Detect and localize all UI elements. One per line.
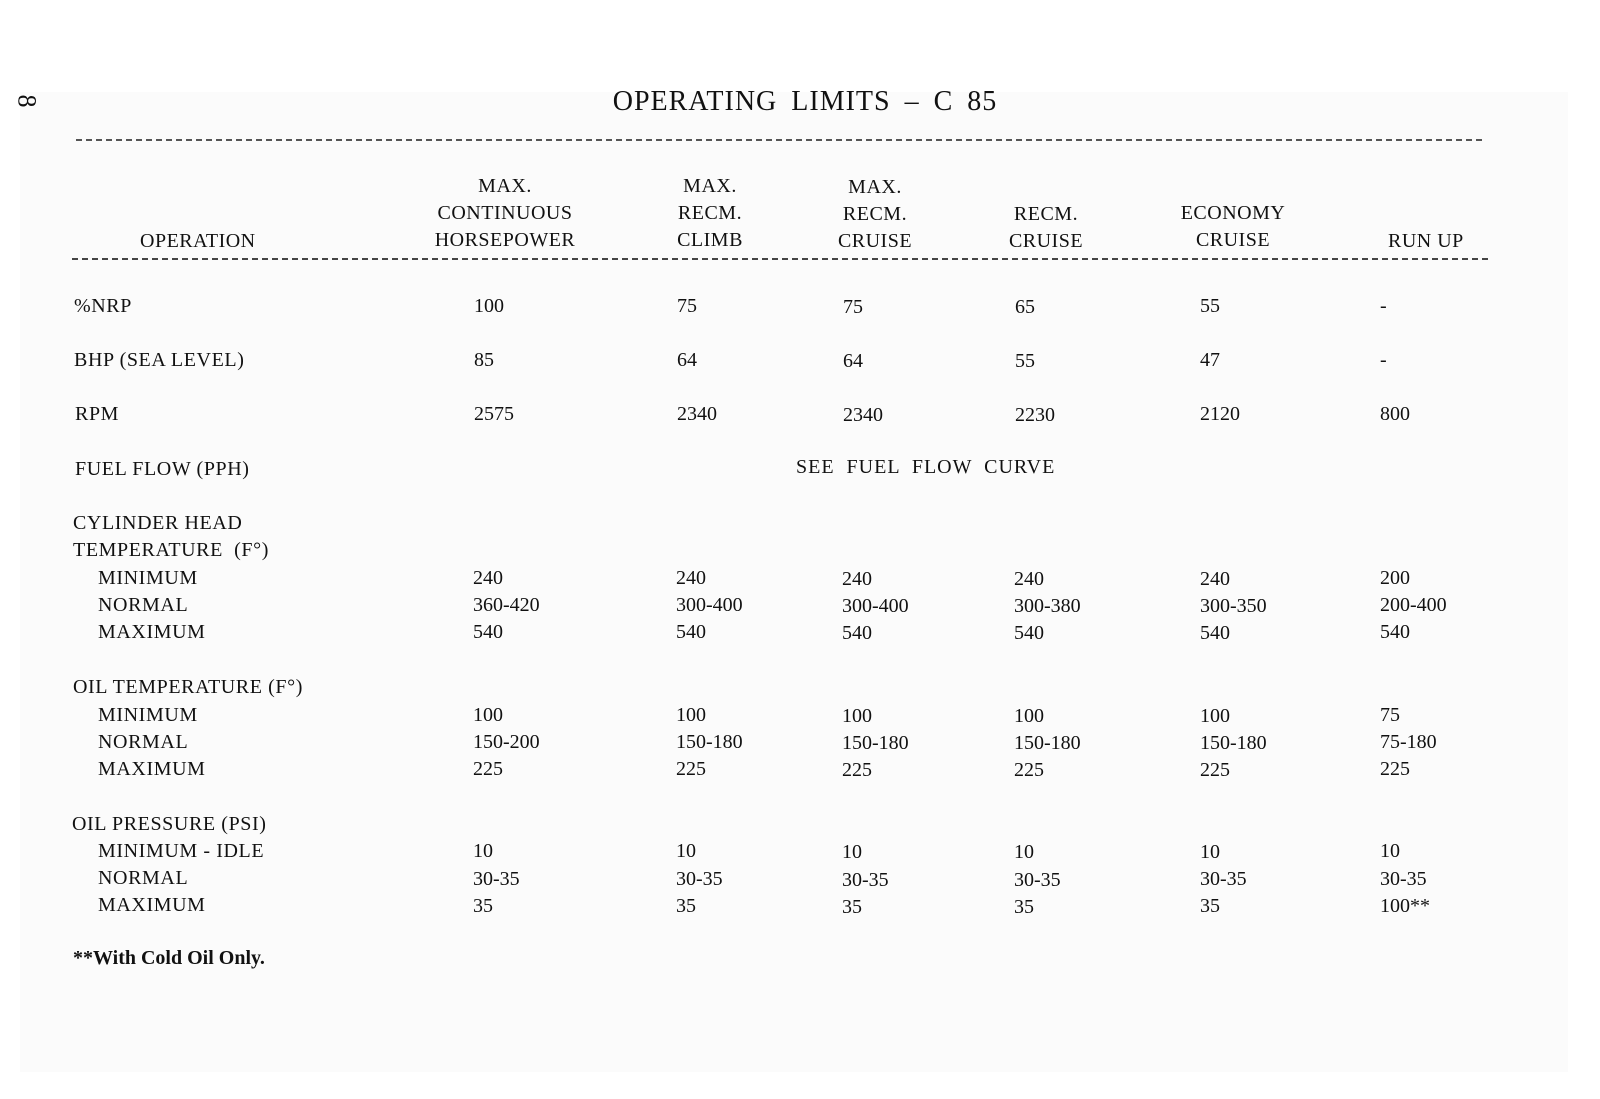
cell-nrp-economy-cruise: 55 (1200, 295, 1220, 317)
header-operation: OPERATION (140, 230, 256, 252)
cell-oil-temp-normal-run-up: 75-180 (1380, 731, 1437, 753)
cell-nrp-max-recm-climb: 75 (677, 295, 697, 317)
cell-oil-press-min-economy-cruise: 10 (1200, 841, 1220, 863)
cell-rpm-run-up: 800 (1380, 403, 1410, 425)
cell-oil-temp-max-max-recm-climb: 225 (676, 758, 706, 780)
cell-oil-press-max-run-up: 100** (1380, 895, 1430, 917)
cell-oil-temp-normal-recm-cruise: 150-180 (1014, 732, 1081, 754)
title-divider (76, 139, 1482, 141)
cell-oil-temp-normal-max-recm-cruise: 150-180 (842, 732, 909, 754)
cell-cht-max-recm-cruise: 540 (1014, 622, 1044, 644)
cell-nrp-run-up: - (1380, 295, 1387, 317)
row-label-oil-pressure-maximum: MAXIMUM (98, 894, 206, 916)
cell-bhp-recm-cruise: 55 (1015, 350, 1035, 372)
row-label-rpm: RPM (75, 403, 120, 425)
cell-cht-normal-max-recm-climb: 300-400 (676, 594, 743, 616)
header-economy-cruise: ECONOMY CRUISE (1180, 202, 1286, 251)
cell-cht-normal-recm-cruise: 300-380 (1014, 595, 1081, 617)
cell-cht-normal-max-recm-cruise: 300-400 (842, 595, 909, 617)
cell-rpm-recm-cruise: 2230 (1015, 404, 1055, 426)
cell-bhp-economy-cruise: 47 (1200, 349, 1220, 371)
cell-cht-min-max-continuous: 240 (473, 567, 503, 589)
row-label-oil-temp-normal: NORMAL (98, 731, 189, 753)
cell-oil-temp-min-max-recm-climb: 100 (676, 704, 706, 726)
header-divider (72, 258, 1488, 260)
cell-cht-normal-economy-cruise: 300-350 (1200, 595, 1267, 617)
cell-oil-press-normal-max-continuous: 30-35 (473, 868, 520, 890)
cell-oil-press-max-max-continuous: 35 (473, 895, 493, 917)
cell-oil-temp-min-max-recm-cruise: 100 (842, 705, 872, 727)
cell-bhp-run-up: - (1380, 349, 1387, 371)
cell-oil-temp-max-economy-cruise: 225 (1200, 759, 1230, 781)
cell-cht-max-run-up: 540 (1380, 621, 1410, 643)
cell-oil-press-max-economy-cruise: 35 (1200, 895, 1220, 917)
cell-cht-min-max-recm-cruise: 240 (842, 568, 872, 590)
cell-oil-press-normal-recm-cruise: 30-35 (1014, 869, 1061, 891)
cell-cht-min-max-recm-climb: 240 (676, 567, 706, 589)
cell-oil-temp-max-recm-cruise: 225 (1014, 759, 1044, 781)
row-label-cht-maximum: MAXIMUM (98, 621, 206, 643)
cell-cht-max-max-recm-climb: 540 (676, 621, 706, 643)
cell-cht-max-max-continuous: 540 (473, 621, 503, 643)
cell-oil-press-max-max-recm-cruise: 35 (842, 896, 862, 918)
cell-oil-temp-normal-max-recm-climb: 150-180 (676, 731, 743, 753)
cell-cht-normal-run-up: 200-400 (1380, 594, 1447, 616)
row-label-bhp: BHP (SEA LEVEL) (74, 349, 245, 371)
cell-bhp-max-recm-climb: 64 (677, 349, 697, 371)
cell-oil-temp-max-max-recm-cruise: 225 (842, 759, 872, 781)
page-title: OPERATING LIMITS – C 85 (612, 86, 998, 117)
cell-nrp-max-continuous: 100 (474, 295, 504, 317)
cell-oil-press-normal-max-recm-cruise: 30-35 (842, 869, 889, 891)
cell-oil-temp-min-run-up: 75 (1380, 704, 1400, 726)
page-number: 8 (12, 94, 42, 108)
cell-cht-min-economy-cruise: 240 (1200, 568, 1230, 590)
row-label-nrp: %NRP (74, 295, 132, 317)
row-label-oil-pressure-minimum-idle: MINIMUM - IDLE (98, 840, 265, 862)
row-label-oil-temp-maximum: MAXIMUM (98, 758, 206, 780)
cell-oil-press-min-max-continuous: 10 (473, 840, 493, 862)
section-label-cht: CYLINDER HEAD TEMPERATURE (F°) (73, 512, 269, 561)
cell-oil-press-min-run-up: 10 (1380, 840, 1400, 862)
row-label-oil-temp-minimum: MINIMUM (98, 704, 198, 726)
cell-cht-normal-max-continuous: 360-420 (473, 594, 540, 616)
cell-oil-press-normal-max-recm-climb: 30-35 (676, 868, 723, 890)
cell-oil-press-normal-economy-cruise: 30-35 (1200, 868, 1247, 890)
cell-rpm-max-continuous: 2575 (474, 403, 514, 425)
section-label-oil-pressure: OIL PRESSURE (PSI) (72, 813, 267, 835)
header-max-recm-climb: MAX. RECM. CLIMB (677, 175, 743, 251)
cell-cht-max-economy-cruise: 540 (1200, 622, 1230, 644)
section-label-oil-temperature: OIL TEMPERATURE (F°) (73, 676, 303, 698)
cell-oil-press-max-max-recm-climb: 35 (676, 895, 696, 917)
cell-bhp-max-recm-cruise: 64 (843, 350, 863, 372)
cell-oil-temp-max-max-continuous: 225 (473, 758, 503, 780)
cell-nrp-recm-cruise: 65 (1015, 296, 1035, 318)
row-label-cht-minimum: MINIMUM (98, 567, 198, 589)
cell-oil-temp-min-economy-cruise: 100 (1200, 705, 1230, 727)
cell-rpm-max-recm-climb: 2340 (677, 403, 717, 425)
header-max-recm-cruise: MAX. RECM. CRUISE (837, 176, 913, 252)
cell-rpm-economy-cruise: 2120 (1200, 403, 1240, 425)
footnote: **With Cold Oil Only. (73, 947, 265, 969)
cell-oil-temp-min-max-continuous: 100 (473, 704, 503, 726)
cell-oil-temp-normal-economy-cruise: 150-180 (1200, 732, 1267, 754)
cell-oil-press-normal-run-up: 30-35 (1380, 868, 1427, 890)
cell-oil-temp-min-recm-cruise: 100 (1014, 705, 1044, 727)
cell-oil-press-min-max-recm-climb: 10 (676, 840, 696, 862)
row-label-fuel-flow: FUEL FLOW (PPH) (75, 458, 250, 480)
row-label-cht-normal: NORMAL (98, 594, 189, 616)
row-label-oil-pressure-normal: NORMAL (98, 867, 189, 889)
header-run-up: RUN UP (1388, 230, 1464, 252)
cell-oil-press-max-recm-cruise: 35 (1014, 896, 1034, 918)
cell-bhp-max-continuous: 85 (474, 349, 494, 371)
fuel-flow-note: SEE FUEL FLOW CURVE (796, 456, 1056, 478)
cell-cht-min-recm-cruise: 240 (1014, 568, 1044, 590)
header-max-continuous-horsepower: MAX. CONTINUOUS HORSEPOWER (434, 175, 576, 251)
cell-cht-max-max-recm-cruise: 540 (842, 622, 872, 644)
cell-nrp-max-recm-cruise: 75 (843, 296, 863, 318)
header-recm-cruise: RECM. CRUISE (1008, 203, 1084, 252)
cell-cht-min-run-up: 200 (1380, 567, 1410, 589)
cell-oil-press-min-recm-cruise: 10 (1014, 841, 1034, 863)
cell-oil-press-min-max-recm-cruise: 10 (842, 841, 862, 863)
cell-oil-temp-max-run-up: 225 (1380, 758, 1410, 780)
cell-rpm-max-recm-cruise: 2340 (843, 404, 883, 426)
cell-oil-temp-normal-max-continuous: 150-200 (473, 731, 540, 753)
